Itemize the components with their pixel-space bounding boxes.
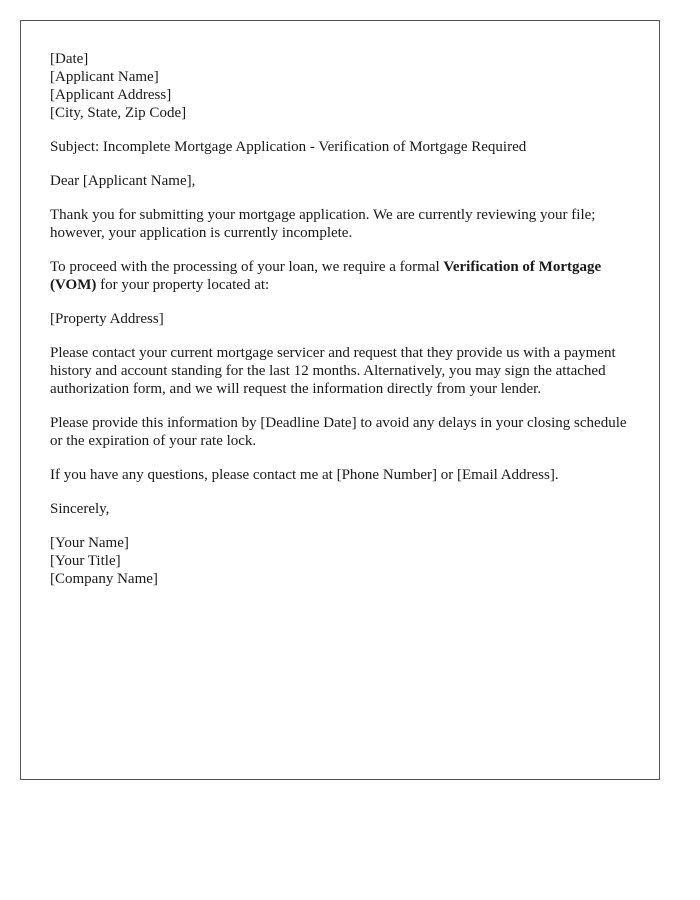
your-title-line: [Your Title] xyxy=(50,553,121,569)
your-name-line: [Your Name] xyxy=(50,535,129,551)
closing: Sincerely, xyxy=(50,501,110,517)
paragraph-intro: Thank you for submitting your mortgage application. We are currently reviewing your file; however, your application is currently incomplete. xyxy=(50,207,596,241)
letter-page xyxy=(20,20,660,780)
subject-line: Subject: Incomplete Mortgage Application - Verification of Mortgage Required xyxy=(50,139,527,155)
paragraph-contact: If you have any questions, please contact me at [Phone Number] or [Email Address]. xyxy=(50,467,559,483)
recipient-block xyxy=(50,50,640,122)
vom-text-before: To proceed with the processing of your loan, we require a formal xyxy=(50,259,444,275)
letter-body xyxy=(50,50,640,604)
city-state-zip-line: [City, State, Zip Code] xyxy=(50,105,187,121)
property-address: [Property Address] xyxy=(50,311,164,327)
applicant-name-line: [Applicant Name] xyxy=(50,69,159,85)
vom-bold-text: Verification of Mortgage (VOM) xyxy=(50,259,602,293)
date-line: [Date] xyxy=(50,51,89,67)
paragraph-vom-request xyxy=(50,258,640,294)
paragraph-deadline: Please provide this information by [Deadline Date] to avoid any delays in your closing schedule or the expiration of your rate lock. xyxy=(50,415,627,449)
company-name-line: [Company Name] xyxy=(50,571,158,587)
signature-block xyxy=(50,534,640,588)
salutation: Dear [Applicant Name], xyxy=(50,173,196,189)
vom-text-after: for your property located at: xyxy=(96,277,270,293)
paragraph-servicer: Please contact your current mortgage servicer and request that they provide us with a payment history and account standing for the last 12 months. Alternatively, you may sign the attached authorization form, and we will request the information directly from your lender. xyxy=(50,345,616,397)
applicant-address-line: [Applicant Address] xyxy=(50,87,172,103)
